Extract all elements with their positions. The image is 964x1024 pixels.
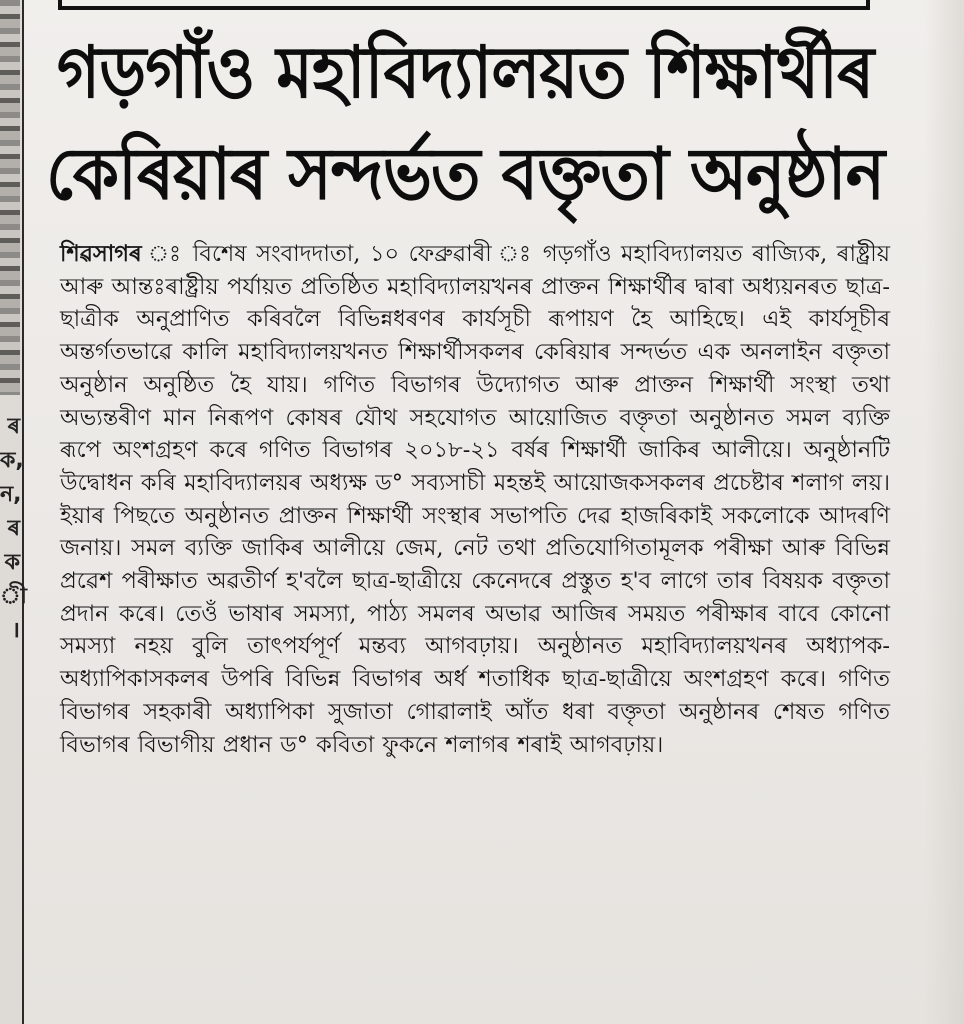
next-headline-cutoff: [40, 998, 900, 1024]
adjacent-fragment: ক: [4, 550, 20, 575]
dateline: শিৱসাগৰ: [60, 241, 142, 267]
article-text: ঃ বিশেষ সংবাদদাতা, ১০ ফেব্ৰুৱাৰী ঃ গড়গাঁও মহাবিদ্যালয়ত ৰাজ্যিক, ৰাষ্ট্ৰীয় আৰু আন্তঃৰাষ্ট্ৰীয় পৰ্যায়ত প্ৰতিষ্ঠিত মহাবিদ্যালয়খনৰ প্ৰাক্তন শিক্ষাৰ্থীৰ দ্বাৰা অধ্যয়নৰত ছাত্ৰ-ছাত্ৰীক অনুপ্ৰাণিত কৰিবলৈ বিভিন্নধৰণৰ কাৰ্যসূচী ৰূপায়ণ হৈ আহিছে। এই কাৰ্যসূচীৰ অন্তৰ্গতভাৱে কালি মহাবিদ্যালয়খনত শিক্ষাৰ্থীসকলৰ কেৰিয়াৰ সন্দৰ্ভত এক অনলাইন বক্তৃতা অনুষ্ঠান অনুষ্ঠিত হৈ যায়। গণিত বিভাগৰ উদ্যোগত আৰু প্ৰাক্তন শিক্ষাৰ্থী সংস্থা তথা অভ্যন্তৰীণ মান নিৰূপণ কোষৰ যৌথ সহযোগত আয়োজিত বক্তৃতা অনুষ্ঠানত সমল ব্যক্তি ৰূপে অংশগ্ৰহণ কৰে গণিত বিভাগৰ ২০১৮-২১ বৰ্ষৰ শিক্ষাৰ্থী জাকিৰ আলীয়ে। অনুষ্ঠানটি উদ্বোধন কৰি মহাবিদ্যালয়ৰ অধ্যক্ষ ড° সব্যসাচী মহন্তই আয়োজকসকলৰ প্ৰচেষ্টাৰ শলাগ লয়। ইয়াৰ পিছতে অনুষ্ঠানত প্ৰাক্তন শিক্ষাৰ্থী সংস্থাৰ সভাপতি দেৱ হাজৰিকাই সকলোকে আদৰণি জনায়। সমল ব্যক্তি জাকিৰ আলীয়ে জেম, নেট তথা প্ৰতিযোগিতামূলক পৰীক্ষা আৰু বিভিন্ন প্ৰৱেশ পৰীক্ষাত অৱতীৰ্ণ হ'বলৈ ছাত্ৰ-ছাত্ৰীয়ে কেনেদৰে প্ৰস্তুত হ'ব লাগে তাৰ বিষয়ক বক্তৃতা প্ৰদান কৰে। তেওঁ ভাষাৰ সমস্যা, পাঠ্য সমলৰ অভাৱ আজিৰ সময়ত পৰীক্ষাৰ বাবে কোনো সমস্যা নহয় বুলি তাৎপৰ্যপূৰ্ণ মন্তব্য আগবঢ়ায়। অনুষ্ঠানত মহাবিদ্যালয়খনৰ অধ্যাপক-অধ্যাপিকাসকলৰ উপৰি বিভিন্ন বিভাগৰ অৰ্ধ শতাধিক ছাত্ৰ-ছাত্ৰীয়ে অংশগ্ৰহণ কৰে। গণিত বিভাগৰ সহকাৰী অধ্যাপিকা সুজাতা গোৱালাই আঁত ধৰা বক্তৃতা অনুষ্ঠানৰ শেষত গণিত বিভাগৰ বিভাগীয় প্ৰধান ড° কবিতা ফুকনে শলাগৰ শৰাই আগবঢ়ায়।: [60, 241, 890, 758]
adjacent-photo: [0, 0, 20, 395]
headline-line-2: কেৰিয়াৰ সন্দৰ্ভত বক্তৃতা অনুষ্ঠান: [46, 132, 884, 216]
adjacent-fragment: ৰ: [7, 516, 20, 541]
adjacent-fragment: ী: [0, 584, 27, 609]
previous-article-border: [58, 0, 870, 10]
page-edge-shadow: [924, 0, 964, 1024]
headline: [40, 22, 890, 225]
adjacent-fragment: ন,: [0, 482, 22, 507]
adjacent-fragment: ।: [11, 618, 20, 643]
adjacent-column: [0, 0, 27, 1024]
article-body: [60, 238, 890, 761]
adjacent-fragment: ৰ: [7, 414, 20, 439]
adjacent-fragment: ক,: [0, 448, 24, 473]
adjacent-column-text: [0, 410, 27, 648]
headline-line-1: গড়গাঁও মহাবিদ্যালয়ত শিক্ষাৰ্থীৰ: [56, 31, 874, 115]
